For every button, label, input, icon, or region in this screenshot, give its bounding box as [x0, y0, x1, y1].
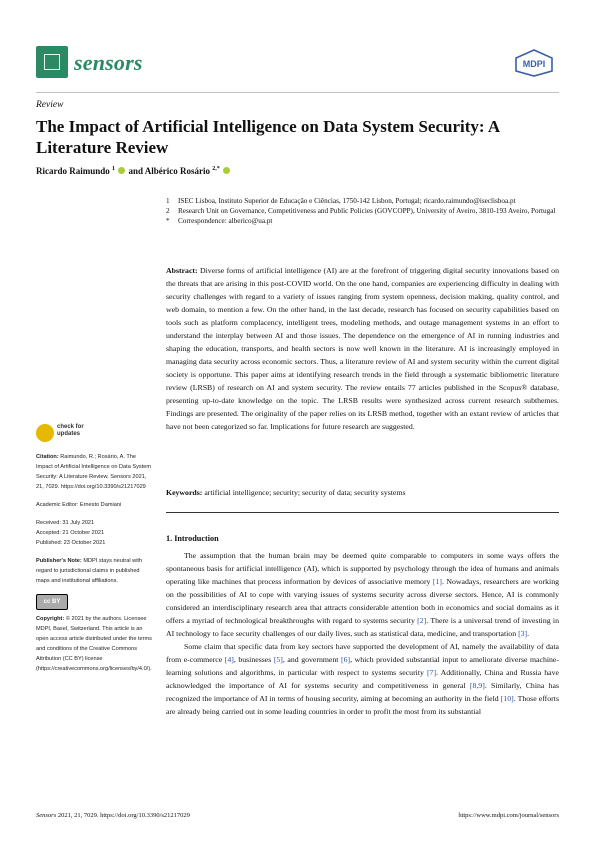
text-run: . Similarly, China has recognized the importance of AI in terms of housing security, aiming at becoming an authority in the field [166, 681, 559, 703]
author-affiliation-mark: 1 [112, 166, 116, 172]
paragraph [166, 549, 559, 640]
keywords-label: Keywords: [166, 488, 203, 497]
affiliations [166, 196, 566, 226]
check-updates-line1: check for [57, 424, 84, 430]
text-run: . Those efforts are already being carried out in some leading countries in order to profit the most from its substantial [166, 694, 559, 716]
correspondence-text: Correspondence: alberico@ua.pt [178, 217, 273, 225]
citation-block [36, 452, 154, 492]
text-run: , businesses [233, 655, 274, 664]
reference-link[interactable]: [8,9] [469, 681, 485, 690]
reference-link[interactable]: [5] [273, 655, 283, 664]
copyright-block [36, 614, 154, 674]
footer-url[interactable]: https://www.mdpi.com/journal/sensors [458, 812, 559, 819]
footer-citation [36, 812, 190, 819]
abstract-text: Diverse forms of artificial intelligence (AI) are at the forefront of triggering digital security innovations based on the threats that are arising in this post-COVID world. On the one hand, companies are experiencing difficulty in dealing with security challenges with regard to a variety of issues ranging from system openness, decision making, quality control, and web domain, to mention a few. On the other hand, in the last decade, research has focused on security capabilities based on tools such as platform complacency, intelligent trees, modeling methods, and outage management systems in an effort to understand the interplay between AI and those issues. The dependence on the emergence of AI in running industries and shaping the education, transports, and health sectors is now well known in the literature. AI is increasingly employed in managing data security across economic sectors. Thus, a literature review of AI and system security within the current digital society is opportune. This paper aims at identifying research trends in the field through a systematic bibliometric literature review (LRSB) of research on AI and system security. The review entails 77 articles published in the Scopus® database, presenting up-to-date knowledge on the topic. The LRSB results were synthesized across current research subthemes. Findings are presented. The originality of the paper relies on its LRSB method, together with an extant review of articles that have not been categorized so far. Implications for future research are suggested. [166, 266, 559, 431]
text-run: , and government [282, 655, 341, 664]
keywords-text: artificial intelligence; security; security of data; security systems [204, 488, 406, 497]
article-title: The Impact of Artificial Intelligence on Data System Security: A Literature Review [36, 117, 500, 157]
chip-icon [44, 54, 60, 70]
citation-label: Citation: [36, 454, 59, 460]
publisher-note [36, 556, 154, 586]
affiliation-item [166, 206, 566, 216]
received-date: Received: 31 July 2021 [36, 520, 95, 526]
keywords-divider [166, 512, 559, 513]
text-run: . There is a universal trend of investing in AI technology to face security challenges of our daily lives, such as statistical data, medicine, and transportation [166, 616, 559, 638]
affiliation-mark: 2 [166, 207, 170, 215]
text-run: . Additionally, China and Russia have acknowledged the importance of AI for systems security and competitiveness in general [166, 668, 559, 690]
affiliation-text: ISEC Lisboa, Instituto Superior de Educação e Ciências, 1750-142 Lisbon, Portugal; ricardo.raimundo@iseclisboa.pt [178, 197, 516, 205]
publisher-note-text: MDPI stays neutral with regard to jurisdictional claims in published maps and institutional affiliations. [36, 558, 143, 584]
article-sidebar [36, 452, 154, 682]
text-run: . Nowadays, researchers are working on the possibilities of AI to cope with varying issues of systems security across diverse sectors. Hence, AI is commonly considered an interdisciplinary research area that attracts considerable attention both in economics and social domains as it offers a myriad of technological breakthroughs with regard to systems security [166, 577, 559, 625]
affiliation-mark: 1 [166, 197, 170, 205]
footer-doi[interactable]: 2021, 21, 7029. https://doi.org/10.3390/s21217029 [57, 812, 190, 819]
affiliation-mark: * [166, 217, 170, 225]
article-type: Review [36, 100, 64, 110]
check-updates-icon[interactable] [36, 424, 54, 442]
check-updates-line2: updates [57, 431, 81, 437]
copyright-text: © 2021 by the authors. Licensee MDPI, Basel, Switzerland. This article is an open access article distributed under the terms and conditions of the Creative Commons Attribution (CC BY) license (https://creativecommons.org/licenses/by/4.0/). [36, 616, 152, 672]
author-conjunction: and [128, 166, 144, 176]
abstract-label: Abstract: [166, 266, 198, 275]
reference-link[interactable]: [3] [518, 629, 528, 638]
paragraph [166, 640, 559, 718]
orcid-icon[interactable] [223, 167, 230, 174]
header-divider [36, 92, 559, 93]
reference-link[interactable]: [4] [224, 655, 234, 664]
text-run: , which provided substantial input to ameliorate diverse machine-learning solutions and algorithms, in particular with respect to systems security [166, 655, 559, 677]
affiliation-item [166, 216, 566, 226]
academic-editor: Academic Editor: Ernesto Damiani [36, 502, 122, 508]
dates-block [36, 518, 154, 548]
copyright-label: Copyright: [36, 616, 65, 622]
author-affiliation-mark: 2,* [212, 166, 220, 172]
keywords [166, 486, 559, 499]
affiliation-item [166, 196, 566, 206]
mdpi-logo-text: MDPI [522, 59, 546, 69]
reference-link[interactable]: [7] [426, 668, 437, 677]
published-date: Published: 23 October 2021 [36, 540, 106, 546]
reference-link[interactable]: [6] [340, 655, 351, 664]
affiliation-text: Research Unit on Governance, Competitiveness and Public Policies (GOVCOPP), University of Aveiro, 3810-193 Aveiro, Portugal [178, 207, 556, 215]
reference-link[interactable]: [2] [417, 616, 427, 625]
introduction-body [166, 549, 559, 718]
author-list [36, 166, 231, 176]
footer-journal: Sensors [36, 812, 57, 819]
accepted-date: Accepted: 21 October 2021 [36, 530, 105, 536]
author-name[interactable]: Ricardo Raimundo [36, 166, 110, 176]
abstract [166, 264, 559, 433]
check-updates-button[interactable] [57, 424, 84, 438]
cc-license-icon[interactable]: cc BY [36, 594, 68, 610]
text-run: Some claim that specific data from key sectors have supported the development of AI, namely the availability of data from e-commerce [166, 642, 559, 664]
section-heading: 1. Introduction [166, 534, 219, 543]
text-run: The assumption that the human brain may be deemed quite comparable to computers in some ways offers the spontaneous basis for artificial intelligence (AI), which is supported by psychology through the idea of humans and animals operating like machines that process information by devices of associative memory [166, 551, 559, 586]
author-name[interactable]: Albérico Rosário [144, 166, 211, 176]
citation-text: Raimundo, R.; Rosário, A. The Impact of Artificial Intelligence on Data System Security: A Literature Review. Sensors 2021, 21, 7029. https://doi.org/10.3390/s21217029 [36, 454, 152, 490]
mdpi-logo [514, 49, 554, 77]
reference-link[interactable]: [10] [500, 694, 514, 703]
reference-link[interactable]: [1] [432, 577, 442, 586]
journal-name: sensors [74, 50, 143, 75]
publisher-note-label: Publisher's Note: [36, 558, 82, 564]
orcid-icon[interactable] [118, 167, 125, 174]
text-run: . [527, 629, 530, 638]
